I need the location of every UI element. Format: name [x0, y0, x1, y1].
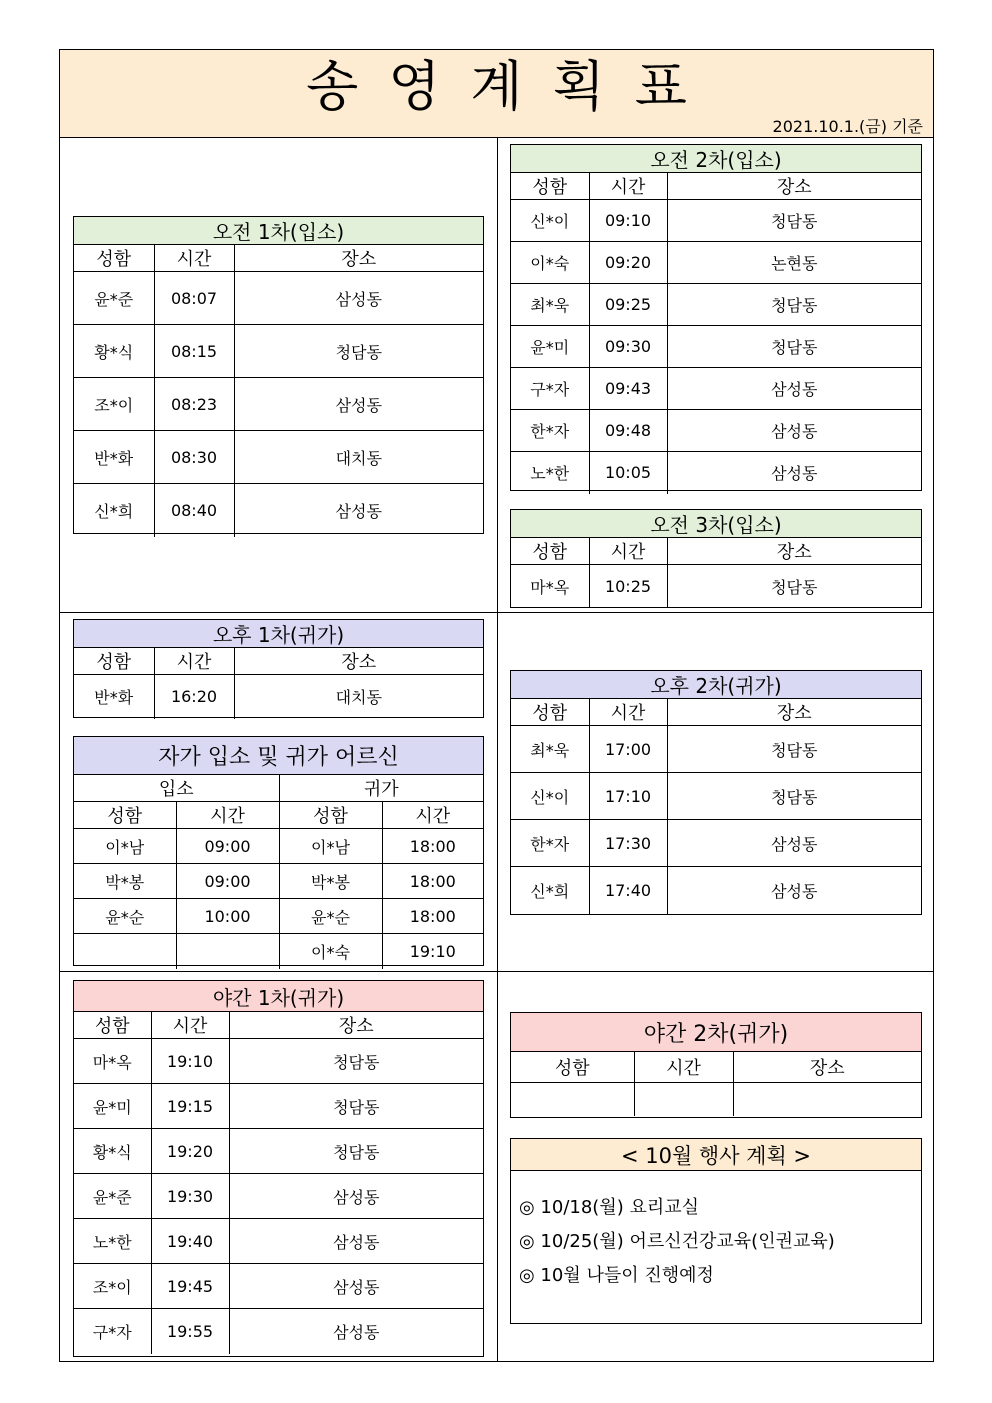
col-name: 성함 — [74, 245, 154, 272]
time-cell: 09:10 — [589, 200, 667, 242]
table-row — [511, 820, 921, 867]
place-cell: 청담동 — [234, 325, 483, 378]
name-cell: 마*옥 — [530, 577, 570, 597]
table-row — [74, 484, 483, 537]
place-cell: 삼성동 — [234, 484, 483, 537]
name-cell: 신*희 — [530, 881, 570, 901]
col-place: 장소 — [733, 1052, 921, 1082]
place-cell: 청담동 — [229, 1039, 483, 1084]
group-in: 입소 — [74, 775, 279, 802]
place-cell: 청담동 — [229, 1129, 483, 1174]
col-name: 성함 — [74, 1012, 151, 1039]
place-cell: 삼성동 — [234, 272, 483, 325]
table-row — [74, 934, 483, 969]
out-name-cell: 이*남 — [279, 829, 382, 864]
col-place: 장소 — [667, 173, 921, 200]
row-divider — [60, 971, 933, 972]
name-cell: 황*식 — [74, 1129, 151, 1174]
time-cell: 19:55 — [151, 1309, 229, 1354]
name-cell: 신*희 — [94, 501, 134, 521]
name-cell: 반*화 — [74, 431, 154, 484]
table-row — [74, 1264, 483, 1309]
time-cell: 16:20 — [154, 675, 234, 719]
place-cell: 청담동 — [667, 200, 921, 242]
time-cell: 19:30 — [151, 1174, 229, 1219]
col-name: 성함 — [511, 538, 589, 565]
reference-date: 2021.10.1.(금) 기준 — [772, 117, 923, 136]
col-name: 성함 — [74, 648, 154, 675]
col-time: 시간 — [382, 802, 483, 829]
table-title: 오전 1차(입소) — [74, 217, 483, 245]
table-row — [74, 899, 483, 934]
in-name-cell — [74, 934, 176, 969]
morning1-table — [73, 216, 484, 534]
col-time: 시간 — [589, 538, 667, 565]
place-cell: 청담동 — [667, 773, 921, 820]
event-item: ◎ 10/18(월) 요리교실 — [519, 1197, 700, 1218]
col-time: 시간 — [589, 699, 667, 726]
name-cell: 한*자 — [511, 410, 589, 452]
table-row — [74, 675, 483, 719]
table-row — [74, 1219, 483, 1264]
in-time-cell: 09:00 — [176, 829, 279, 864]
table-row — [511, 368, 921, 410]
table-row — [74, 864, 483, 899]
table-row — [74, 829, 483, 864]
table-title: 야간 2차(귀가) — [511, 1013, 921, 1052]
name-cell: 최*욱 — [511, 726, 589, 773]
out-name-cell: 박*봉 — [279, 864, 382, 899]
place-cell: 삼성동 — [667, 867, 921, 914]
time-cell: 09:20 — [589, 242, 667, 284]
name-cell: 반*화 — [94, 688, 134, 708]
col-place: 장소 — [229, 1012, 483, 1039]
time-cell: 19:45 — [151, 1264, 229, 1309]
table-row — [74, 1129, 483, 1174]
events-list — [519, 1193, 835, 1295]
place-cell: 청담동 — [667, 565, 921, 608]
afternoon2-table — [510, 670, 922, 915]
place-cell: 삼성동 — [229, 1264, 483, 1309]
col-name: 성함 — [511, 173, 589, 200]
table-row — [511, 242, 921, 284]
time-cell: 19:20 — [151, 1129, 229, 1174]
name-cell: 마*옥 — [74, 1039, 151, 1084]
out-name-cell: 윤*순 — [279, 899, 382, 934]
col-name: 성함 — [511, 699, 589, 726]
name-cell: 윤*미 — [511, 326, 589, 368]
out-time-cell: 18:00 — [382, 899, 483, 934]
time-cell: 09:43 — [589, 368, 667, 410]
in-time-cell — [176, 934, 279, 969]
time-cell: 09:25 — [589, 284, 667, 326]
in-time-cell: 10:00 — [176, 899, 279, 934]
time-cell: 10:05 — [589, 452, 667, 494]
name-cell: 이*숙 — [511, 242, 589, 284]
place-cell: 삼성동 — [667, 452, 921, 494]
time-cell: 08:40 — [154, 484, 234, 537]
col-time: 시간 — [589, 173, 667, 200]
time-cell: 17:00 — [589, 726, 667, 773]
name-cell: 최*욱 — [511, 284, 589, 326]
place-cell: 삼성동 — [229, 1309, 483, 1354]
table-title: 오후 1차(귀가) — [74, 620, 483, 648]
table-row — [74, 1084, 483, 1129]
place-cell: 삼성동 — [667, 368, 921, 410]
time-cell: 08:23 — [154, 378, 234, 431]
place-cell: 삼성동 — [667, 820, 921, 867]
place-cell: 삼성동 — [667, 410, 921, 452]
time-cell: 08:15 — [154, 325, 234, 378]
name-cell: 한*자 — [511, 820, 589, 867]
table-row — [511, 200, 921, 242]
table-row — [74, 1174, 483, 1219]
time-cell: 17:30 — [589, 820, 667, 867]
col-name: 성함 — [511, 1052, 634, 1082]
name-cell: 윤*준 — [74, 272, 154, 325]
col-place: 장소 — [234, 245, 483, 272]
place-cell: 대치동 — [234, 431, 483, 484]
events-title: < 10월 행사 계획 > — [511, 1139, 921, 1171]
table-row — [511, 410, 921, 452]
col-name: 성함 — [74, 802, 176, 829]
table-title: 자가 입소 및 귀가 어르신 — [74, 737, 483, 775]
table-row — [511, 1082, 921, 1116]
morning2-table — [510, 144, 922, 491]
afternoon1-table — [73, 619, 484, 718]
time-cell: 19:10 — [151, 1039, 229, 1084]
night1-table — [73, 980, 484, 1357]
event-item: ◎ 10월 나들이 진행예정 — [519, 1265, 714, 1286]
column-divider — [497, 137, 498, 1362]
table-row — [511, 326, 921, 368]
table-row — [74, 272, 483, 325]
place-cell: 청담동 — [667, 726, 921, 773]
table-row — [74, 378, 483, 431]
name-cell: 조*이 — [74, 1264, 151, 1309]
table-row — [74, 325, 483, 378]
name-cell: 신*이 — [511, 200, 589, 242]
col-time: 시간 — [154, 245, 234, 272]
in-time-cell: 09:00 — [176, 864, 279, 899]
name-cell: 노*한 — [530, 464, 570, 484]
in-name-cell: 박*봉 — [74, 864, 176, 899]
name-cell — [511, 1082, 634, 1116]
time-cell: 19:40 — [151, 1219, 229, 1264]
page-header — [60, 50, 933, 138]
place-cell: 삼성동 — [229, 1174, 483, 1219]
place-cell: 청담동 — [667, 284, 921, 326]
time-cell: 19:15 — [151, 1084, 229, 1129]
name-cell: 구*자 — [92, 1322, 132, 1342]
col-time: 시간 — [154, 648, 234, 675]
table-row — [511, 773, 921, 820]
out-name-cell: 이*숙 — [279, 934, 382, 969]
group-out: 귀가 — [279, 775, 483, 802]
time-cell: 17:40 — [589, 867, 667, 914]
time-cell — [634, 1082, 733, 1116]
name-cell: 황*식 — [74, 325, 154, 378]
event-item: ◎ 10/25(월) 어르신건강교육(인권교육) — [519, 1231, 835, 1252]
place-cell: 삼성동 — [234, 378, 483, 431]
name-cell: 윤*미 — [74, 1084, 151, 1129]
page-title: 송영계획표 — [306, 55, 717, 118]
time-cell: 10:25 — [589, 565, 667, 608]
in-name-cell: 윤*순 — [74, 899, 176, 934]
name-cell: 신*이 — [511, 773, 589, 820]
self-transport-table — [73, 736, 484, 966]
col-time: 시간 — [634, 1052, 733, 1082]
table-row — [511, 726, 921, 773]
table-row — [74, 1039, 483, 1084]
col-time: 시간 — [176, 802, 279, 829]
row-divider — [60, 612, 933, 613]
time-cell: 08:07 — [154, 272, 234, 325]
in-name-cell: 이*남 — [74, 829, 176, 864]
time-cell: 09:48 — [589, 410, 667, 452]
table-title: 야간 1차(귀가) — [74, 981, 483, 1012]
col-place: 장소 — [667, 699, 921, 726]
out-time-cell: 18:00 — [382, 864, 483, 899]
table-row — [511, 565, 921, 608]
morning3-table — [510, 509, 922, 608]
out-time-cell: 19:10 — [382, 934, 483, 969]
name-cell: 구*자 — [511, 368, 589, 410]
name-cell: 노*한 — [74, 1219, 151, 1264]
table-title: 오전 3차(입소) — [511, 510, 921, 538]
table-title: 오전 2차(입소) — [511, 145, 921, 173]
place-cell: 대치동 — [234, 675, 483, 719]
place-cell: 청담동 — [667, 326, 921, 368]
table-title: 오후 2차(귀가) — [511, 671, 921, 699]
place-cell: 논현동 — [667, 242, 921, 284]
place-cell: 삼성동 — [229, 1219, 483, 1264]
table-row — [511, 867, 921, 914]
table-row — [511, 284, 921, 326]
time-cell: 17:10 — [589, 773, 667, 820]
table-row — [74, 431, 483, 484]
table-row — [74, 1309, 483, 1354]
place-cell — [733, 1082, 921, 1116]
table-row — [511, 452, 921, 494]
col-place: 장소 — [234, 648, 483, 675]
col-time: 시간 — [151, 1012, 229, 1039]
col-place: 장소 — [667, 538, 921, 565]
col-name: 성함 — [279, 802, 382, 829]
night2-table — [510, 1012, 922, 1118]
events-box — [510, 1138, 922, 1324]
time-cell: 08:30 — [154, 431, 234, 484]
time-cell: 09:30 — [589, 326, 667, 368]
name-cell: 조*이 — [74, 378, 154, 431]
place-cell: 청담동 — [229, 1084, 483, 1129]
out-time-cell: 18:00 — [382, 829, 483, 864]
name-cell: 윤*준 — [74, 1174, 151, 1219]
